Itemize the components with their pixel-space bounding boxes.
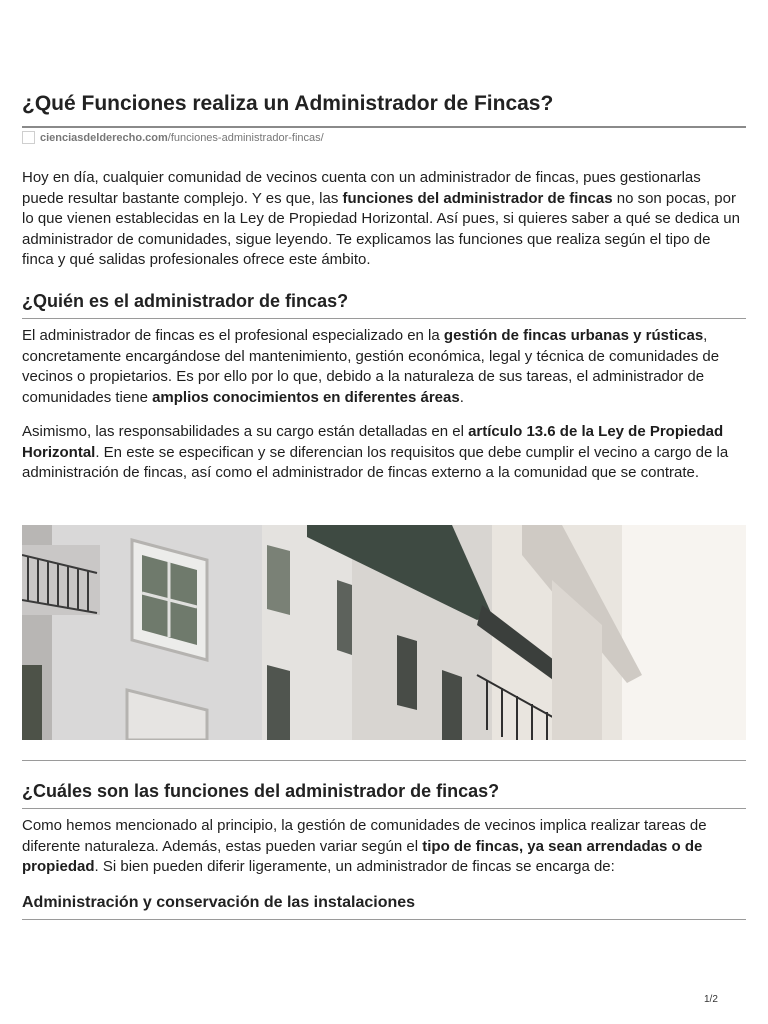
paragraph-responsabilidades: Asimismo, las responsabilidades a su cargo están detalladas en el artículo 13.6 de la Ley de Propiedad Horizontal. En este se especifican y se diferencian los requisitos que debe cumplir el vecino a cargo de la administración de fincas, así como el administrador de fincas externo a la comunidad que se contrate.	[22, 423, 729, 481]
section-heading-quien: ¿Quién es el administrador de fincas?	[22, 291, 349, 311]
source-link[interactable]	[22, 131, 324, 144]
section-heading-funciones: ¿Cuáles son las funciones del administrador de fincas?	[22, 781, 500, 801]
paragraph-funciones: Como hemos mencionado al principio, la gestión de comunidades de vecinos implica realizar tareas de diferente naturaleza. Además, estas pueden variar según el tipo de fincas, ya sean arrendadas o de propiedad. Si bien pueden diferir ligeramente, un administrador de fincas se encarga de:	[22, 817, 707, 875]
paragraph-definicion: El administrador de fincas es el profesional especializado en la gestión de fincas urbanas y rústicas, concretamente encargándose del mantenimiento, gestión económica, legal y técnica de comunidades de vecinos o propietarios. Es por ello por lo que, debido a la naturaleza de sus tareas, el administrador de comunidades tiene amplios conocimientos en diferentes áreas.	[22, 327, 720, 406]
section-divider	[22, 318, 746, 319]
section-divider	[22, 808, 746, 809]
subheading-administracion: Administración y conservación de las instalaciones	[22, 894, 416, 911]
title-divider	[22, 126, 746, 128]
subsection-divider	[22, 919, 746, 920]
page-number: 1/2	[704, 994, 718, 1005]
section-divider	[22, 760, 746, 761]
favicon-icon	[22, 131, 35, 144]
source-path: /funciones-administrador-fincas/	[167, 131, 324, 144]
building-facade-photo	[22, 525, 746, 740]
intro-paragraph: Hoy en día, cualquier comunidad de vecinos cuenta con un administrador de fincas, pues gestionarlas puede resultar bastante complejo. Y es que, las funciones del administrador de fincas no son pocas, por lo que vienen establecidas en la Ley de Propiedad Horizontal. Así pues, si quieres saber a qué se dedica un administrador de comunidades, sigue leyendo. Te explicamos las funciones que realiza según el tipo de finca y qué salidas profesionales ofrece este ámbito.	[22, 169, 740, 268]
page-title: ¿Qué Funciones realiza un Administrador de Fincas?	[22, 92, 554, 115]
source-domain: cienciasdelderecho.com	[40, 131, 168, 144]
